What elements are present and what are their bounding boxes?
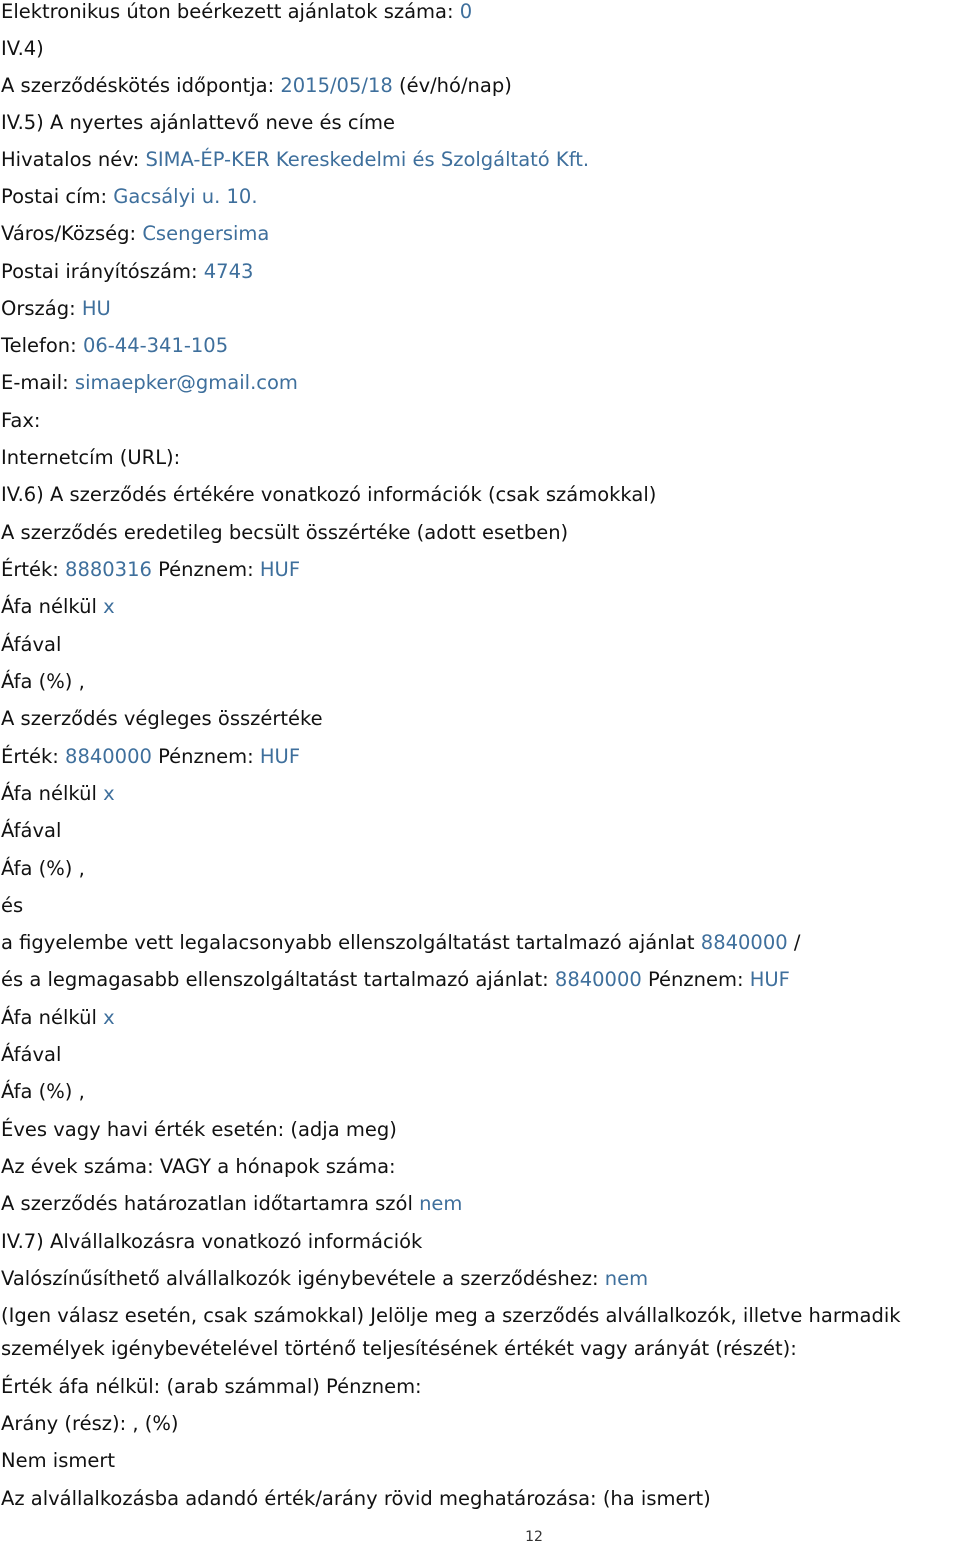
label: Az évek száma: VAGY a hónapok száma: (1, 1155, 396, 1178)
line-subcontract-description (1, 1487, 711, 1511)
value: 06-44-341-105 (82, 334, 229, 357)
label: Áfával (1, 1043, 62, 1066)
line-phone (1, 334, 228, 358)
line-subcontractors-likely (1, 1267, 648, 1291)
label: E-mail: (1, 371, 75, 394)
value: 4743 (203, 260, 254, 283)
label: A szerződés határozatlan időtartamra szól (1, 1192, 420, 1215)
currency-value: HUF (749, 968, 790, 991)
label: Áfával (1, 633, 62, 656)
line-final-value (1, 745, 300, 769)
label: Ország: (1, 297, 82, 320)
value: 2015/05/18 (280, 74, 393, 97)
value: x (103, 1006, 115, 1029)
label: Az alvállalkozásba adandó érték/arány rövid meghatározása: (ha ismert) (1, 1487, 711, 1510)
line-final-total (1, 707, 323, 731)
line-section-iv6 (1, 483, 656, 507)
label: személyek igénybevételével történő teljesítésének értékét vagy arányát (részét): (1, 1337, 797, 1360)
line-vat-percent-1 (1, 670, 85, 694)
value: x (103, 595, 115, 618)
value: Csengersima (142, 222, 270, 245)
label: Fax: (1, 409, 41, 432)
line-vat-excluded-3 (1, 1006, 115, 1030)
value: nem (419, 1192, 463, 1215)
line-fax (1, 409, 41, 433)
page-number: 12 (525, 1529, 543, 1545)
label: Éves vagy havi érték esetén: (adja meg) (1, 1118, 397, 1141)
line-annual-monthly (1, 1118, 397, 1142)
label: A szerződés végleges összértéke (1, 707, 323, 730)
line-city (1, 222, 269, 246)
suffix: Pénznem: (151, 558, 260, 581)
label: Érték áfa nélkül: (arab számmal) Pénznem: (1, 1375, 422, 1398)
label: Áfa nélkül (1, 1006, 104, 1029)
value: 8840000 (65, 745, 152, 768)
label: (Igen válasz esetén, csak számokkal) Jelölje meg a szerződés alvállalkozók, illetve harmadik (1, 1304, 901, 1327)
label: IV.5) A nyertes ajánlattevő neve és címe (1, 111, 396, 134)
line-vat-percent-2 (1, 857, 85, 881)
label: Nem ismert (1, 1449, 116, 1472)
label: Elektronikus úton beérkezett ajánlatok száma: (1, 0, 460, 23)
label: és (1, 894, 24, 917)
line-vat-included-3 (1, 1043, 61, 1067)
line-value-without-vat (1, 1375, 422, 1399)
label: Valószínűsíthető alvállalkozók igénybevétele a szerződéshez: (1, 1267, 605, 1290)
suffix: / (787, 931, 801, 954)
line-postal-code (1, 260, 253, 284)
line-estimated-value (1, 558, 300, 582)
line-email (1, 371, 298, 395)
label: IV.4) (1, 37, 44, 60)
label: Érték: (1, 745, 66, 768)
value: 0 (459, 0, 473, 23)
label: a figyelembe vett legalacsonyabb ellenszolgáltatást tartalmazó ajánlat (1, 931, 701, 954)
line-years-months (1, 1155, 396, 1179)
email-value: simaepker@gmail.com (74, 371, 298, 394)
label: A szerződéskötés időpontja: (1, 74, 281, 97)
value: x (103, 782, 115, 805)
line-section-iv5 (1, 111, 395, 135)
value: 8880316 (65, 558, 152, 581)
label: Postai irányítószám: (1, 260, 204, 283)
line-unknown (1, 1449, 115, 1473)
label: A szerződés eredetileg becsült összértéke (adott esetben) (1, 521, 569, 544)
line-vat-included-1 (1, 633, 61, 657)
label: Hivatalos név: (1, 148, 146, 171)
line-vat-excluded-2 (1, 782, 115, 806)
value: Gacsályi u. 10. (113, 185, 258, 208)
line-subcontract-instruction-1 (1, 1304, 901, 1328)
label: IV.7) Alvállalkozásra vonatkozó információk (1, 1230, 423, 1253)
line-ratio (1, 1412, 179, 1436)
line-contract-date (1, 74, 512, 98)
line-postal-address (1, 185, 258, 209)
line-offers-count (1, 0, 472, 24)
label: Érték: (1, 558, 66, 581)
line-lowest-offer (1, 931, 800, 955)
label: Arány (rész): , (%) (1, 1412, 179, 1435)
line-url (1, 446, 180, 470)
value: HU (81, 297, 111, 320)
label: Telefon: (1, 334, 83, 357)
suffix: (év/hó/nap) (392, 74, 512, 97)
line-vat-included-2 (1, 819, 61, 843)
line-section-iv4 (1, 37, 44, 61)
value: nem (604, 1267, 649, 1290)
label: Áfa (%) , (1, 670, 85, 693)
value: 8840000 (554, 968, 642, 991)
label: Áfa nélkül (1, 595, 104, 618)
label: Áfával (1, 819, 62, 842)
suffix: Pénznem: (151, 745, 260, 768)
label: és a legmagasabb ellenszolgáltatást tartalmazó ajánlat: (1, 968, 555, 991)
label: Áfa (%) , (1, 1080, 85, 1103)
line-and (1, 894, 23, 918)
line-subcontract-instruction-2 (1, 1337, 797, 1361)
line-indefinite-term (1, 1192, 462, 1216)
label: Internetcím (URL): (1, 446, 181, 469)
suffix: Pénznem: (641, 968, 750, 991)
label: Város/Község: (1, 222, 143, 245)
line-official-name (1, 148, 589, 172)
value: 8840000 (700, 931, 788, 954)
line-vat-percent-3 (1, 1080, 85, 1104)
label: Postai cím: (1, 185, 114, 208)
currency-value: HUF (259, 745, 301, 768)
value: SIMA-ÉP-KER Kereskedelmi és Szolgáltató Kft. (145, 148, 590, 171)
label: Áfa (%) , (1, 857, 85, 880)
label: IV.6) A szerződés értékére vonatkozó információk (csak számokkal) (1, 483, 657, 506)
line-country (1, 297, 111, 321)
line-section-iv7 (1, 1230, 422, 1254)
label: Áfa nélkül (1, 782, 104, 805)
line-vat-excluded-1 (1, 595, 115, 619)
line-estimated-total (1, 521, 568, 545)
currency-value: HUF (259, 558, 301, 581)
line-highest-offer (1, 968, 790, 992)
